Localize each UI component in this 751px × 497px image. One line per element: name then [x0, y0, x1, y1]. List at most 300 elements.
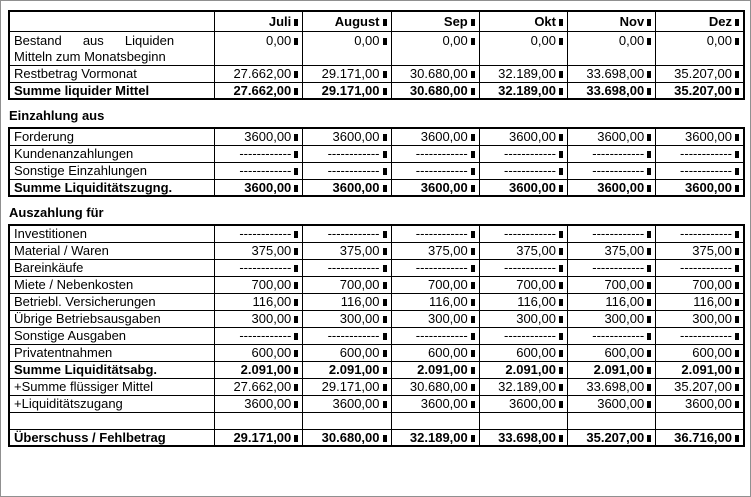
cell-value: ------------ [504, 146, 556, 161]
value-cell [656, 259, 744, 276]
end-of-cell-marker-icon [559, 38, 563, 45]
cell-value: 3600,00 [508, 179, 556, 195]
end-of-cell-marker-icon [471, 151, 475, 158]
row-label: Material / Waren [9, 242, 215, 259]
value-cell [656, 378, 744, 395]
cell-value: ------------ [239, 260, 292, 275]
value-cell [303, 276, 391, 293]
liquidity-plan [8, 10, 743, 447]
value-cell [656, 225, 744, 242]
end-of-cell-marker-icon [735, 350, 739, 357]
value-cell [567, 378, 655, 395]
table-row [9, 412, 744, 429]
value-cell [391, 225, 479, 242]
table-row [9, 327, 744, 344]
end-of-cell-marker-icon [647, 367, 651, 374]
end-of-cell-marker-icon [471, 367, 475, 374]
cell-value: 0,00 [706, 32, 732, 48]
end-of-cell-marker-icon [647, 282, 651, 289]
cell-value: 116,00 [693, 294, 732, 309]
cell-value: 375,00 [427, 243, 468, 258]
cell-value: 116,00 [428, 294, 468, 309]
cell-value: 33.698,00 [586, 379, 645, 394]
table-row [9, 395, 744, 412]
cell-value: ------------ [327, 146, 380, 161]
value-cell [391, 145, 479, 162]
end-of-cell-marker-icon [294, 19, 298, 26]
row-label: Sonstige Einzahlungen [9, 162, 215, 179]
value-cell [303, 31, 391, 65]
end-of-cell-marker-icon [735, 151, 739, 158]
end-of-cell-marker-icon [383, 384, 387, 391]
cell-value: 375,00 [339, 243, 380, 258]
cell-value: ------------ [504, 260, 556, 275]
end-of-cell-marker-icon [735, 168, 739, 175]
cell-value: 600,00 [427, 345, 468, 360]
value-cell [303, 242, 391, 259]
table-row [9, 145, 744, 162]
end-of-cell-marker-icon [735, 248, 739, 255]
value-cell [303, 293, 391, 310]
cell-value: 32.189,00 [498, 82, 556, 98]
value-cell [479, 31, 567, 65]
end-of-cell-marker-icon [294, 316, 298, 323]
row-label: Forderung [9, 128, 215, 145]
value-cell [479, 293, 567, 310]
value-cell [391, 242, 479, 259]
end-of-cell-marker-icon [294, 38, 298, 45]
table-row [9, 361, 744, 378]
cell-value: 27.662,00 [233, 82, 292, 98]
section-label: Einzahlung aus [9, 108, 105, 123]
cell-value: ------------ [415, 328, 468, 343]
month-header-cell [479, 11, 567, 31]
row-label: Betriebl. Versicherungen [9, 293, 215, 310]
cell-value: 116,00 [517, 294, 556, 309]
end-of-cell-marker-icon [471, 19, 475, 26]
cell-value: 33.698,00 [586, 82, 645, 98]
cell-value: ------------ [680, 260, 732, 275]
value-cell [656, 179, 744, 196]
value-cell [215, 276, 303, 293]
value-cell [391, 327, 479, 344]
row-label: Bestand aus Liquiden Mitteln zum Monatsbeginn [9, 31, 215, 65]
end-of-cell-marker-icon [294, 151, 298, 158]
cell-value: 3600,00 [685, 129, 732, 145]
row-label: Summe liquider Mittel [9, 82, 215, 99]
value-cell [303, 65, 391, 82]
cell-value: 700,00 [516, 277, 556, 292]
value-cell [303, 395, 391, 412]
cell-value: 3600,00 [420, 396, 468, 411]
table-row [9, 11, 744, 31]
cell-value: 3600,00 [508, 396, 556, 411]
cell-value: 29.171,00 [321, 82, 380, 98]
cell-value: 3600,00 [597, 129, 645, 145]
value-cell [479, 276, 567, 293]
value-cell [567, 145, 655, 162]
cell-value: 3600,00 [420, 179, 468, 195]
cell-value: 29.171,00 [233, 429, 292, 445]
end-of-cell-marker-icon [559, 248, 563, 255]
end-of-cell-marker-icon [559, 134, 563, 141]
end-of-cell-marker-icon [471, 88, 475, 95]
cell-value: ------------ [680, 226, 732, 242]
month-header-cell [215, 11, 303, 31]
end-of-cell-marker-icon [294, 333, 298, 340]
cell-value: ------------ [327, 328, 380, 343]
value-cell [303, 310, 391, 327]
table-row [9, 310, 744, 327]
table-row [9, 179, 744, 196]
table-row [9, 259, 744, 276]
end-of-cell-marker-icon [471, 185, 475, 192]
cell-value: ------------ [680, 146, 732, 161]
value-cell [391, 361, 479, 378]
value-cell [656, 65, 744, 82]
end-of-cell-marker-icon [294, 299, 298, 306]
row-label [9, 412, 215, 429]
end-of-cell-marker-icon [383, 231, 387, 238]
cell-value: 3600,00 [508, 129, 556, 145]
end-of-cell-marker-icon [559, 231, 563, 238]
end-of-cell-marker-icon [559, 316, 563, 323]
value-cell [567, 128, 655, 145]
end-of-cell-marker-icon [735, 134, 739, 141]
value-cell [303, 327, 391, 344]
cell-value: 3600,00 [685, 396, 732, 411]
end-of-cell-marker-icon [647, 168, 651, 175]
end-of-cell-marker-icon [471, 282, 475, 289]
cell-value: ------------ [592, 226, 645, 242]
value-cell [215, 327, 303, 344]
cell-value: 2.091,00 [593, 362, 645, 377]
end-of-cell-marker-icon [559, 333, 563, 340]
value-cell [567, 361, 655, 378]
value-cell [479, 179, 567, 196]
end-of-cell-marker-icon [559, 19, 563, 26]
cell-value: 3600,00 [597, 396, 645, 411]
end-of-cell-marker-icon [735, 401, 739, 408]
table-row [9, 128, 744, 145]
cell-value: 3600,00 [244, 396, 292, 411]
cell-value: ------------ [327, 226, 380, 242]
value-cell [479, 361, 567, 378]
value-cell [215, 242, 303, 259]
value-cell [391, 179, 479, 196]
cell-value: 3600,00 [244, 129, 292, 145]
cell-value: ------------ [239, 163, 292, 178]
value-cell [215, 128, 303, 145]
end-of-cell-marker-icon [735, 231, 739, 238]
value-cell [656, 276, 744, 293]
end-of-cell-marker-icon [647, 151, 651, 158]
cell-value: 36.716,00 [674, 429, 732, 445]
cell-value: 300,00 [339, 311, 380, 326]
value-cell [567, 429, 655, 446]
row-label: Kundenanzahlungen [9, 145, 215, 162]
value-cell [479, 145, 567, 162]
end-of-cell-marker-icon [559, 401, 563, 408]
value-cell [215, 395, 303, 412]
end-of-cell-marker-icon [383, 19, 387, 26]
month-label: Juli [268, 13, 292, 29]
end-of-cell-marker-icon [383, 333, 387, 340]
value-cell [391, 276, 479, 293]
value-cell [215, 225, 303, 242]
cell-value: 300,00 [516, 311, 556, 326]
value-cell [303, 344, 391, 361]
end-of-cell-marker-icon [647, 71, 651, 78]
value-cell [479, 242, 567, 259]
end-of-cell-marker-icon [383, 401, 387, 408]
cell-value: 600,00 [516, 345, 556, 360]
value-cell [303, 128, 391, 145]
cell-value: 32.189,00 [409, 429, 468, 445]
end-of-cell-marker-icon [647, 134, 651, 141]
row-label: Summe Liquiditätsabg. [9, 361, 215, 378]
end-of-cell-marker-icon [383, 282, 387, 289]
end-of-cell-marker-icon [471, 231, 475, 238]
value-cell [215, 310, 303, 327]
cell-value: 29.171,00 [321, 379, 380, 394]
table-row [9, 225, 744, 242]
cell-value: 30.680,00 [409, 82, 468, 98]
end-of-cell-marker-icon [647, 299, 651, 306]
cell-value: ------------ [327, 163, 380, 178]
cell-value: 32.189,00 [498, 379, 556, 394]
value-cell [215, 179, 303, 196]
value-cell [479, 65, 567, 82]
end-of-cell-marker-icon [294, 401, 298, 408]
end-of-cell-marker-icon [383, 185, 387, 192]
end-of-cell-marker-icon [383, 299, 387, 306]
value-cell [303, 378, 391, 395]
value-cell [656, 293, 744, 310]
end-of-cell-marker-icon [735, 265, 739, 272]
value-cell [479, 162, 567, 179]
end-of-cell-marker-icon [383, 38, 387, 45]
value-cell [303, 361, 391, 378]
end-of-cell-marker-icon [559, 71, 563, 78]
end-of-cell-marker-icon [383, 435, 387, 442]
row-label: Sonstige Ausgaben [9, 327, 215, 344]
cell-value: 27.662,00 [233, 379, 292, 394]
cell-value: 116,00 [252, 294, 292, 309]
value-cell [567, 65, 655, 82]
value-cell [215, 145, 303, 162]
cell-value: ------------ [415, 226, 468, 242]
cell-value: 700,00 [251, 277, 292, 292]
value-cell [215, 412, 303, 429]
end-of-cell-marker-icon [471, 265, 475, 272]
value-cell [303, 82, 391, 99]
end-of-cell-marker-icon [383, 71, 387, 78]
value-cell [567, 395, 655, 412]
month-label: Dez [708, 13, 732, 29]
value-cell [479, 344, 567, 361]
cell-value: 116,00 [605, 294, 645, 309]
end-of-cell-marker-icon [647, 19, 651, 26]
cell-value: 2.091,00 [681, 362, 732, 377]
end-of-cell-marker-icon [647, 401, 651, 408]
value-cell [567, 259, 655, 276]
end-of-cell-marker-icon [383, 265, 387, 272]
month-label: August [334, 13, 380, 29]
einzahlung-block [8, 127, 745, 197]
end-of-cell-marker-icon [559, 265, 563, 272]
end-of-cell-marker-icon [647, 265, 651, 272]
value-cell [391, 259, 479, 276]
value-cell [656, 145, 744, 162]
table-row [9, 162, 744, 179]
cell-value: 700,00 [692, 277, 732, 292]
month-header-cell [567, 11, 655, 31]
end-of-cell-marker-icon [471, 316, 475, 323]
end-of-cell-marker-icon [735, 88, 739, 95]
row-label: Restbetrag Vormonat [9, 65, 215, 82]
cell-value: 300,00 [427, 311, 468, 326]
cell-value: ------------ [680, 328, 732, 343]
cell-value: ------------ [680, 163, 732, 178]
end-of-cell-marker-icon [294, 134, 298, 141]
end-of-cell-marker-icon [735, 384, 739, 391]
end-of-cell-marker-icon [294, 367, 298, 374]
cell-value: 116,00 [340, 294, 380, 309]
section-label: Auszahlung für [9, 205, 104, 220]
cell-value: 700,00 [339, 277, 380, 292]
end-of-cell-marker-icon [735, 299, 739, 306]
end-of-cell-marker-icon [647, 435, 651, 442]
value-cell [391, 310, 479, 327]
end-of-cell-marker-icon [294, 88, 298, 95]
end-of-cell-marker-icon [559, 88, 563, 95]
value-cell [391, 65, 479, 82]
value-cell [215, 429, 303, 446]
value-cell [215, 162, 303, 179]
value-cell [215, 259, 303, 276]
value-cell [303, 225, 391, 242]
cell-value: 300,00 [251, 311, 292, 326]
value-cell [656, 82, 744, 99]
cell-value: ------------ [239, 226, 292, 242]
cell-value: 2.091,00 [505, 362, 556, 377]
end-of-cell-marker-icon [294, 185, 298, 192]
value-cell [391, 82, 479, 99]
cell-value: ------------ [504, 226, 556, 242]
cell-value: 375,00 [516, 243, 556, 258]
cell-value: 27.662,00 [233, 66, 292, 81]
cell-value: ------------ [415, 260, 468, 275]
value-cell [391, 162, 479, 179]
table-row [9, 276, 744, 293]
value-cell [656, 344, 744, 361]
value-cell [303, 412, 391, 429]
cell-value: ------------ [504, 328, 556, 343]
value-cell [567, 31, 655, 65]
end-of-cell-marker-icon [647, 38, 651, 45]
cell-value: 35.207,00 [674, 66, 732, 81]
value-cell [479, 395, 567, 412]
cell-value: 3600,00 [244, 179, 292, 195]
end-of-cell-marker-icon [647, 350, 651, 357]
value-cell [215, 82, 303, 99]
cell-value: 33.698,00 [586, 66, 645, 81]
value-cell [479, 327, 567, 344]
cell-value: 0,00 [265, 32, 292, 48]
cell-value: 3600,00 [332, 396, 380, 411]
end-of-cell-marker-icon [559, 168, 563, 175]
table-row [9, 378, 744, 395]
value-cell [567, 162, 655, 179]
value-cell [303, 179, 391, 196]
cell-value: 600,00 [251, 345, 292, 360]
month-label: Sep [443, 13, 468, 29]
end-of-cell-marker-icon [735, 282, 739, 289]
value-cell [656, 31, 744, 65]
end-of-cell-marker-icon [383, 350, 387, 357]
end-of-cell-marker-icon [471, 38, 475, 45]
cell-value: ------------ [592, 328, 645, 343]
value-cell [656, 310, 744, 327]
row-label: Summe Liquiditätszugng. [9, 179, 215, 196]
value-cell [215, 378, 303, 395]
cell-value: 700,00 [427, 277, 468, 292]
value-cell [215, 65, 303, 82]
cell-value: 30.680,00 [321, 429, 380, 445]
end-of-cell-marker-icon [471, 350, 475, 357]
end-of-cell-marker-icon [735, 185, 739, 192]
month-label: Okt [534, 13, 556, 29]
end-of-cell-marker-icon [471, 168, 475, 175]
end-of-cell-marker-icon [294, 71, 298, 78]
value-cell [567, 412, 655, 429]
table-row [9, 429, 744, 446]
end-of-cell-marker-icon [559, 435, 563, 442]
end-of-cell-marker-icon [735, 38, 739, 45]
end-of-cell-marker-icon [735, 367, 739, 374]
cell-value: 700,00 [604, 277, 645, 292]
cell-value: 33.698,00 [498, 429, 556, 445]
cell-value: 35.207,00 [586, 429, 645, 445]
cell-value: 300,00 [692, 311, 732, 326]
value-cell [656, 327, 744, 344]
cell-value: 35.207,00 [674, 82, 732, 98]
cell-value: ------------ [415, 146, 468, 161]
value-cell [391, 395, 479, 412]
cell-value: 2.091,00 [240, 362, 292, 377]
value-cell [391, 128, 479, 145]
cell-value: 375,00 [604, 243, 645, 258]
value-cell [567, 276, 655, 293]
end-of-cell-marker-icon [471, 248, 475, 255]
row-label: Überschuss / Fehlbetrag [9, 429, 215, 446]
value-cell [303, 145, 391, 162]
end-of-cell-marker-icon [294, 350, 298, 357]
end-of-cell-marker-icon [735, 316, 739, 323]
end-of-cell-marker-icon [383, 151, 387, 158]
value-cell [656, 361, 744, 378]
cell-value: ------------ [592, 163, 645, 178]
value-cell [391, 378, 479, 395]
value-cell [391, 412, 479, 429]
end-of-cell-marker-icon [383, 248, 387, 255]
cell-value: ------------ [239, 146, 292, 161]
end-of-cell-marker-icon [383, 316, 387, 323]
end-of-cell-marker-icon [647, 231, 651, 238]
end-of-cell-marker-icon [735, 71, 739, 78]
cell-value: 375,00 [251, 243, 292, 258]
